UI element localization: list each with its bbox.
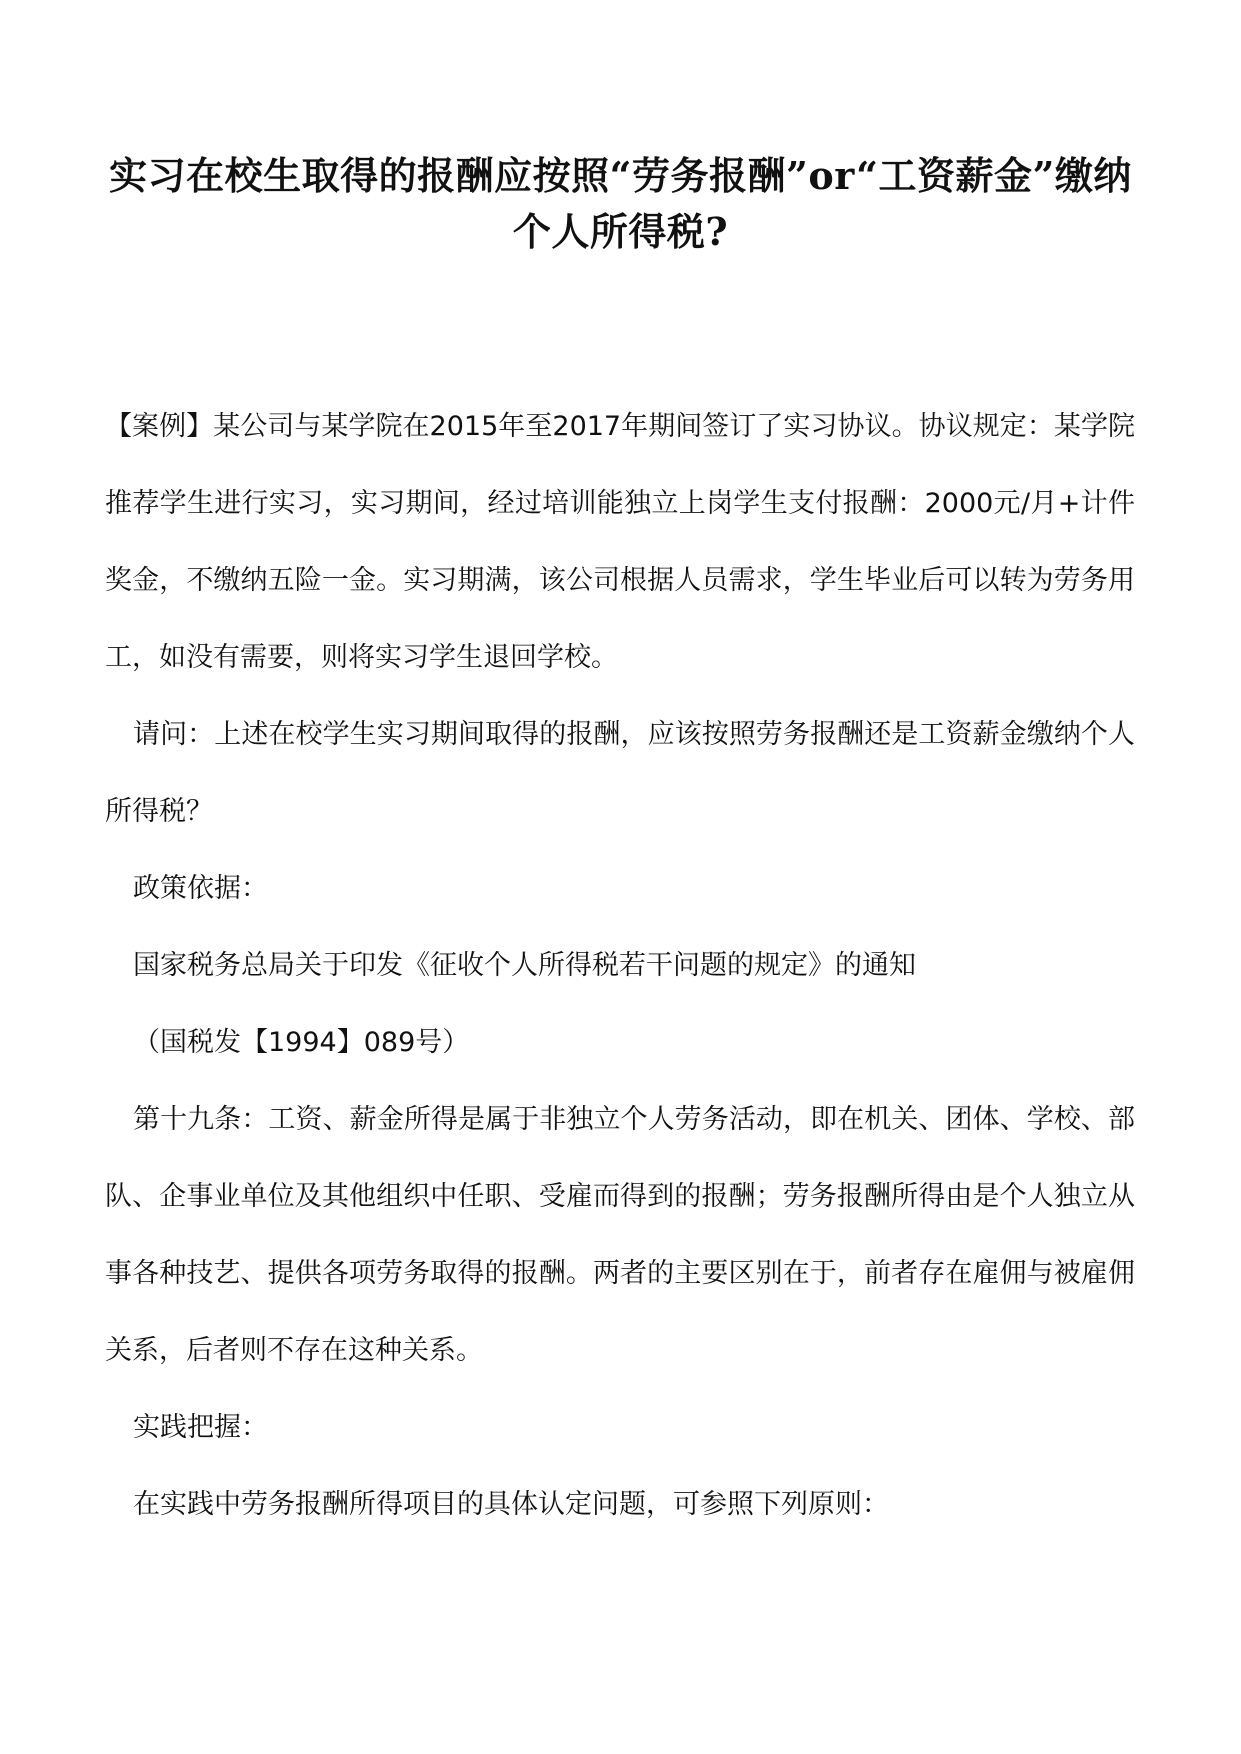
practice-paragraph: 在实践中劳务报酬所得项目的具体认定问题，可参照下列原则： xyxy=(133,1489,889,1520)
document-body xyxy=(105,388,1135,1543)
question-paragraph: 请问：上述在校学生实习期间取得的报酬，应该按照劳务报酬还是工资薪金缴纳个人所得税？ xyxy=(105,719,1135,827)
document-title: 实习在校生取得的报酬应按照“劳务报酬”or“工资薪金”缴纳个人所得税? xyxy=(109,153,1132,254)
case-paragraph: 【案例】某公司与某学院在2015年至2017年期间签订了实习协议。协议规定：某学院推荐学生进行实习，实习期间，经过培训能独立上岗学生支付报酬：2000元/月+计件奖金，不缴纳五险一金。实习期满，该公司根据人员需求，学生毕业后可以转为劳务用工，如没有需要，则将实习学生退回学校。 xyxy=(105,411,1135,673)
practice-heading: 实践把握： xyxy=(133,1412,268,1443)
policy-document-number: （国税发【1994】089号） xyxy=(133,1027,470,1058)
article-nineteen-paragraph: 第十九条：工资、薪金所得是属于非独立个人劳务活动，即在机关、团体、学校、部队、企事业单位及其他组织中任职、受雇而得到的报酬；劳务报酬所得由是个人独立从事各种技艺、提供各项劳务取得的报酬。两者的主要区别在于，前者存在雇佣与被雇佣关系，后者则不存在这种关系。 xyxy=(105,1104,1135,1366)
policy-basis-heading: 政策依据： xyxy=(133,873,268,904)
policy-notice-title: 国家税务总局关于印发《征收个人所得税若干问题的规定》的通知 xyxy=(133,950,916,981)
